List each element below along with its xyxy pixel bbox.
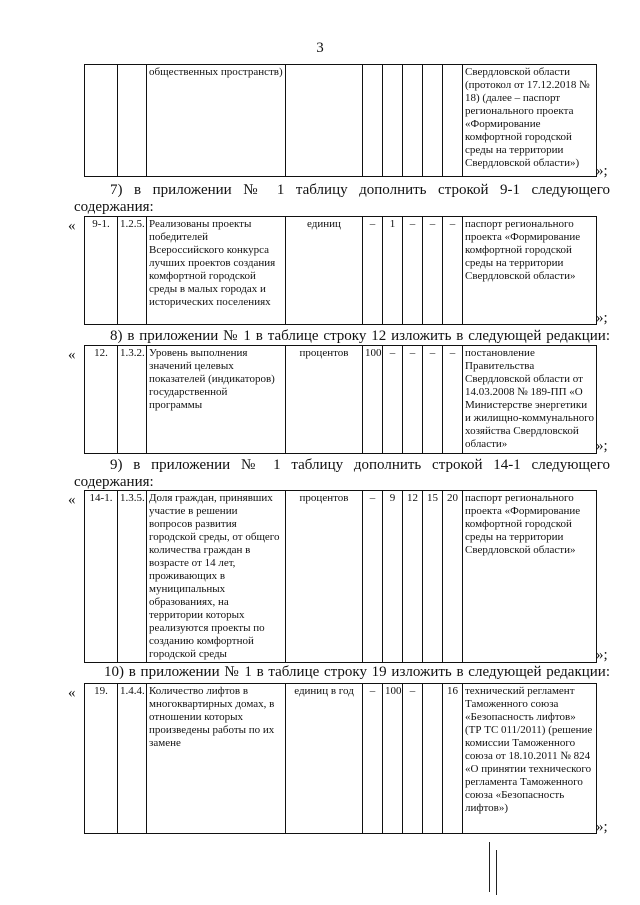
paragraph-9-continued: содержания: (74, 474, 154, 490)
closing-quote: »; (596, 647, 608, 663)
opening-quote: « (68, 218, 76, 234)
source-cell: Свердловской области (протокол от 17.12.2018 № 18) (далее – паспорт регионального проекта «Формирование комфортной городской среды на территории Свердловской области») (463, 65, 597, 177)
table-row: 12. 1.3.2. Уровень выполнения значений целевых показателей (индикаторов) государственной программы процентов 100 – – – – постановление Правительства Свердловской области от 14.03.2008 № 189-ПП «О Министерстве энергетики и жилищно-коммунального хозяйства Свердловской области» (85, 346, 597, 454)
paragraph-9: 9) в приложении № 1 таблицу дополнить строкой 14-1 следующего (110, 457, 610, 473)
table-row-19 (84, 683, 597, 834)
indicator-cell: общественных пространств) (147, 65, 286, 177)
page-number: 3 (316, 40, 324, 56)
opening-quote: « (68, 492, 76, 508)
paragraph-7-continued: содержания: (74, 199, 154, 215)
table-row: 9-1. 1.2.5. Реализованы проекты победителей Всероссийского конкурса лучших проектов создания комфортной городской среды в малых городах и исторических поселениях единиц – 1 – – – паспорт регионального проекта «Формирование комфортной городской среды на территории Свердловской области» (85, 217, 597, 325)
table-continuation (84, 64, 597, 177)
table-row-9-1 (84, 216, 597, 325)
closing-quote: »; (596, 819, 608, 835)
closing-quote: »; (596, 438, 608, 454)
closing-quote: »; (596, 163, 608, 179)
closing-quote: »; (596, 310, 608, 326)
scan-artifact-line (489, 842, 490, 892)
scan-artifact-line (496, 850, 497, 895)
table-row: 19. 1.4.4. Количество лифтов в многоквартирных домах, в отношении которых произведены работы по их замене единиц в год – 100 – 16 технический регламент Таможенного союза «Безопасность лифтов» (ТР ТС 011/2011) (решение комиссии Таможенного союза от 18.10.2011 № 824 «О принятии технического регламента Таможенного союза «Безопасность лифтов») (85, 684, 597, 834)
table-row: 14-1. 1.3.5. Доля граждан, принявших участие в решении вопросов развития городской среды, от общего количества граждан в возрасте от 14 лет, проживающих в муниципальных образованиях, на территории которых реализуются проекты по созданию комфортной городской среды процентов – 9 12 15 20 паспорт регионального проекта «Формирование комфортной городской среды на территории Свердловской области» (85, 491, 597, 663)
table-row (85, 65, 597, 177)
paragraph-8: 8) в приложении № 1 в таблице строку 12 изложить в следующей редакции: (110, 328, 610, 344)
paragraph-7: 7) в приложении № 1 таблицу дополнить строкой 9-1 следующего (110, 182, 610, 198)
opening-quote: « (68, 685, 76, 701)
table-row-14-1 (84, 490, 597, 663)
paragraph-10: 10) в приложении № 1 в таблице строку 19 изложить в следующей редакции: (104, 664, 610, 680)
opening-quote: « (68, 347, 76, 363)
table-row-12 (84, 345, 597, 454)
